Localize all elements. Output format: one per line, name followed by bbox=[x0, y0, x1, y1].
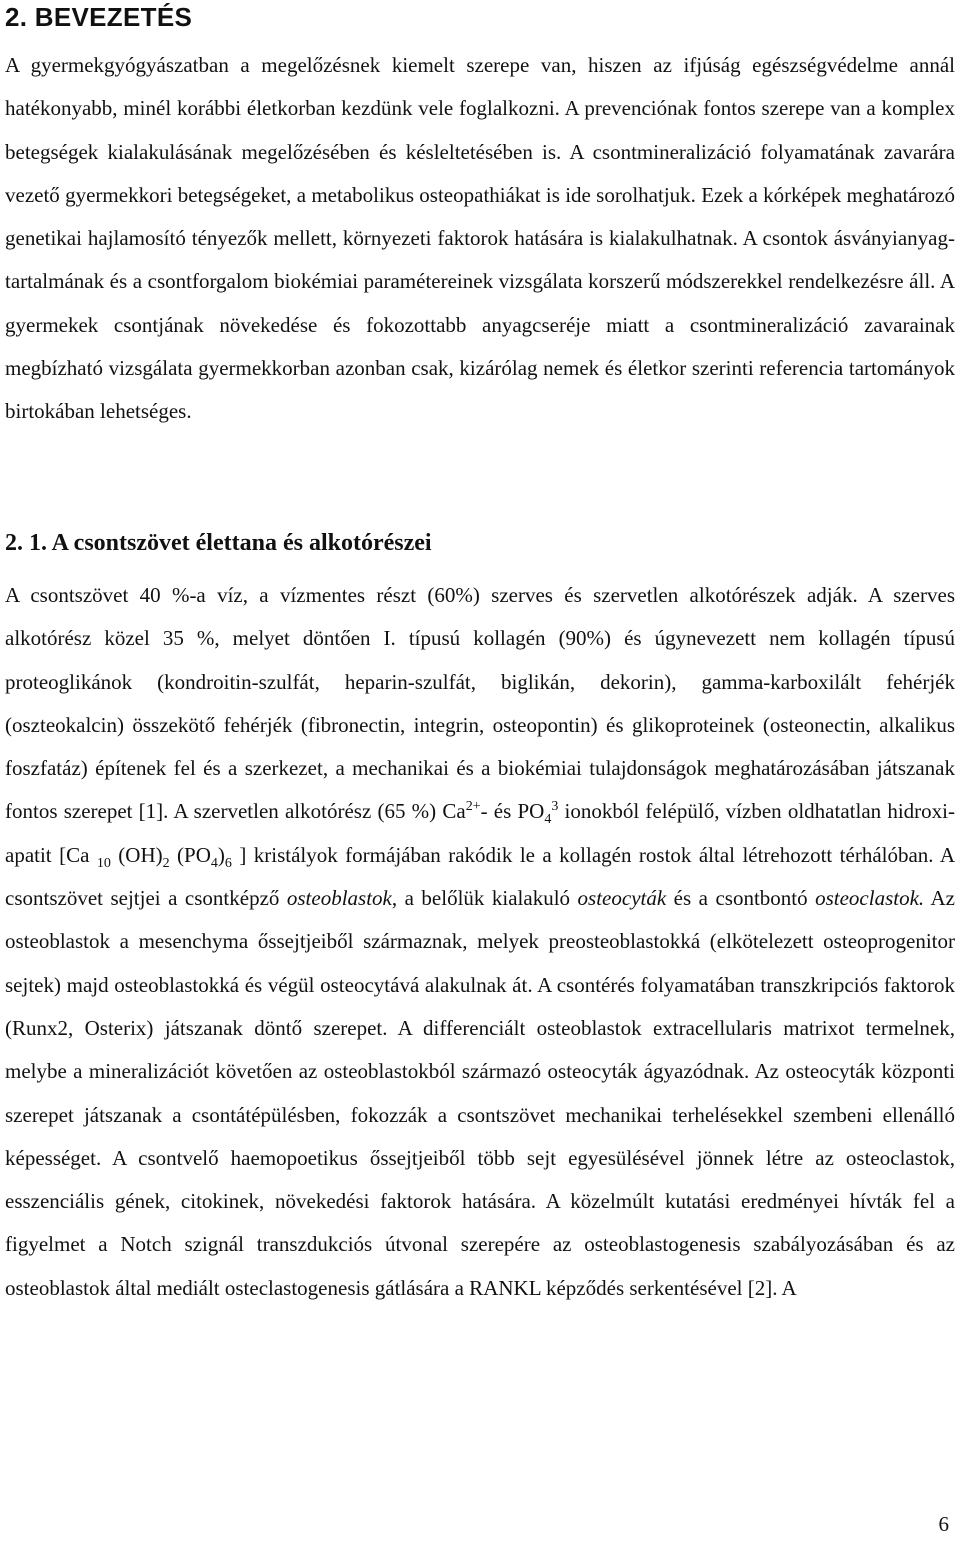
ca-subscript: 10 bbox=[96, 855, 111, 871]
body-text-2: - és PO bbox=[480, 799, 545, 824]
osteoclastok-term: osteoclastok. bbox=[815, 886, 925, 911]
body-text-5: (PO bbox=[169, 842, 211, 867]
body-text-10: Az osteoblastok a mesenchyma őssejtjeiből származnak, melyek preosteoblastokká (elkötelezett osteoprogenitor sejtek) majd osteoblastokká és végül osteocytává alakulnak át. A csontérés folyamatában transzkripciós faktorok (Runx2, Osterix) játszanak döntő szerepet. A differenciált osteoblastok extracellularis matrixot termelnek, melybe a mineralizációt követően az osteoblastokból származó osteocyták ágyazódnak. Az osteocyták központi szerepet játszanak a csontátépülésben, fokozzák a csontszövet mechanikai terhelésekkel szembeni ellenálló képességet. A csontvelő haemopoetikus őssejtjeiből több sejt egyesülésével jönnek létre az osteoclastok, esszenciális gének, citokinek, növekedési faktorok hatására. A közelmúlt kutatási eredményei hívták fel a figyelmet a Notch szignál transzdukciós útvonal szerepére az osteoblastogenesis szabályozásában és az osteoblastok által mediált osteclastogenesis gátlására a RANKL képződés serkentésével [2]. A bbox=[5, 886, 955, 1300]
body-text-8: , a belőlük kialakuló bbox=[391, 886, 578, 911]
po-superscript: 3 bbox=[551, 799, 559, 815]
body-text-4: (OH) bbox=[110, 842, 163, 867]
body-text-9: és a csontbontó bbox=[666, 886, 816, 911]
ca-superscript: 2+ bbox=[465, 799, 481, 815]
oh-subscript: 2 bbox=[162, 855, 170, 871]
subsection-title: 2. 1. A csontszövet élettana és alkotórészei bbox=[5, 530, 432, 556]
intro-paragraph: A gyermekgyógyászatban a megelőzésnek kiemelt szerepe van, hiszen az ifjúság egészségvédelme annál hatékonyabb, minél korábbi életkorban kezdünk vele foglalkozni. A prevenciónak fontos szerepe van a komplex betegségek kialakulásának megelőzésében és késleltetésében is. A csontmineralizáció folyamatának zavarára vezető gyermekkori betegségeket, a metabolikus osteopathiákat is ide sorolhatjuk. Ezek a kórképek meghatározó genetikai hajlamosító tényezők mellett, környezeti faktorok hatására is kialakulhatnak. A csontok ásványianyag-tartalmának és a csontforgalom biokémiai paramétereinek vizsgálata korszerű módszerekkel rendelkezésre áll. A gyermekek csontjának növekedése és fokozottabb anyagcseréje miatt a csontmineralizáció zavarainak megbízható vizsgálata gyermekkorban azonban csak, kizárólag nemek és életkor szerinti referencia tartományok birtokában lehetséges. bbox=[5, 53, 955, 424]
paren-subscript: 6 bbox=[224, 855, 232, 871]
body-text-6: ) bbox=[217, 842, 225, 867]
po2-subscript: 4 bbox=[210, 855, 218, 871]
body-text-7: ] kristályok formájában rakódik le a kollagén rostok által létrehozott térhálóban. A csontszövet sejtjei a csontképző bbox=[5, 842, 955, 911]
body-text-3: ionokból felépülő, vízben oldhatatlan hidroxi-apatit [Ca bbox=[5, 799, 955, 867]
section-title: 2. BEVEZETÉS bbox=[5, 2, 193, 32]
osteoblastok-term: osteoblastok bbox=[286, 886, 392, 911]
osteocytak-term: osteocyták bbox=[577, 886, 667, 911]
body-text-1: A csontszövet 40 %-a víz, a vízmentes részt (60%) szerves és szervetlen alkotórészek adják. A szerves alkotórész közel 35 %, melyet döntően I. típusú kollagén (90%) és úgynevezett nem kollagén típusú proteoglikánok (kondroitin-szulfát, heparin-szulfát, biglikán, dekorin), gamma-karboxilált fehérjék (oszteokalcin) összekötő fehérjék (fibronectin, integrin, osteopontin) és glikoproteinek (osteonectin, alkalikus foszfatáz) építenek fel és a szerkezet, a mechanikai és a biokémiai tulajdonságok meghatározásában játszanak fontos szerepet [1]. A szervetlen alkotórész (65 %) Ca bbox=[5, 583, 955, 824]
page-number: 6 bbox=[938, 1512, 949, 1536]
po-subscript: 4 bbox=[544, 812, 552, 828]
body-paragraph bbox=[5, 574, 955, 1310]
